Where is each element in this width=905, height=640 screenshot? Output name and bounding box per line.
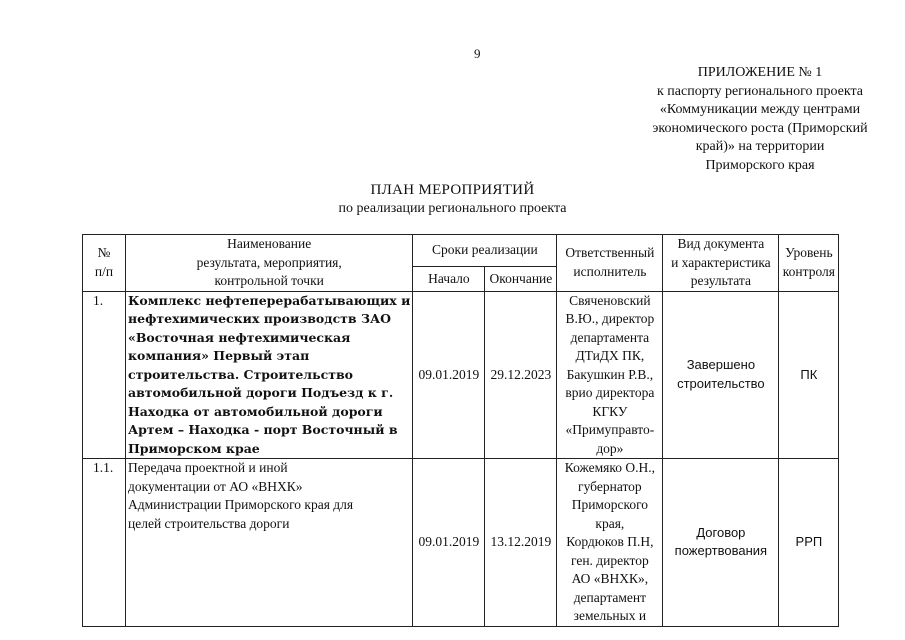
row-number: 1. [83,291,126,459]
header-start: Начало [413,267,485,291]
appendix-line: к паспорту регионального проекта [657,83,863,99]
appendix-line: «Коммуникации между центрами [659,102,861,117]
row-control-level: РРП [779,459,839,627]
row-document: Договор пожертвования [663,459,779,627]
page-number: 9 [474,46,481,61]
row-end-date: 29.12.2023 [485,291,557,459]
appendix-line: экономического роста (Приморский [652,120,868,136]
row-executor: Кожемяко О.Н., губернатор Приморского края, Кордюков П.Н, ген. директор АО «ВНХК», департамент земельных и [557,459,663,627]
table-header-row [83,235,839,267]
appendix-line: край)» на территории [695,139,825,154]
appendix-line: ПРИЛОЖЕНИЕ № 1 [697,65,823,80]
header-doc: Вид документа и характеристика результата [663,235,779,292]
row-name: Комплекс нефтеперерабатывающих и нефтехимических производств ЗАО «Восточная нефтехимическая компания» Первый этап строительства. Строительство автомобильной дороги Подъезд к г. Находка от автомобильной дороги Артем – Находка - порт Восточный в Приморском крае [126,291,413,459]
plan-title: ПЛАН МЕРОПРИЯТИЙ [370,182,535,198]
row-control-level: ПК [779,291,839,459]
table-row [83,459,839,627]
table-row [83,291,839,459]
row-start-date: 09.01.2019 [413,291,485,459]
row-number: 1.1. [83,459,126,627]
row-name: Передача проектной и иной документации от АО «ВНХК» Администрации Приморского края для целей строительства дороги [126,459,413,627]
row-start-date: 09.01.2019 [413,459,485,627]
header-name: Наименование результата, мероприятия, контрольной точки [126,235,413,292]
plan-subtitle: по реализации регионального проекта [338,201,567,216]
appendix-header [630,64,890,175]
row-executor: Свяченовский В.Ю., директор департамента ДТиДХ ПК, Бакушкин Р.В., врио директора КГКУ «Примуправто- дор» [557,291,663,459]
row-document: Завершено строительство [663,291,779,459]
header-exec: Ответственный исполнитель [557,235,663,292]
header-end: Окончание [485,267,557,291]
plan-table [82,234,839,627]
header-level: Уровень контроля [779,235,839,292]
appendix-line: Приморского края [705,157,815,173]
header-terms: Сроки реализации [413,235,557,267]
row-end-date: 13.12.2019 [485,459,557,627]
header-num: № п/п [83,235,126,292]
